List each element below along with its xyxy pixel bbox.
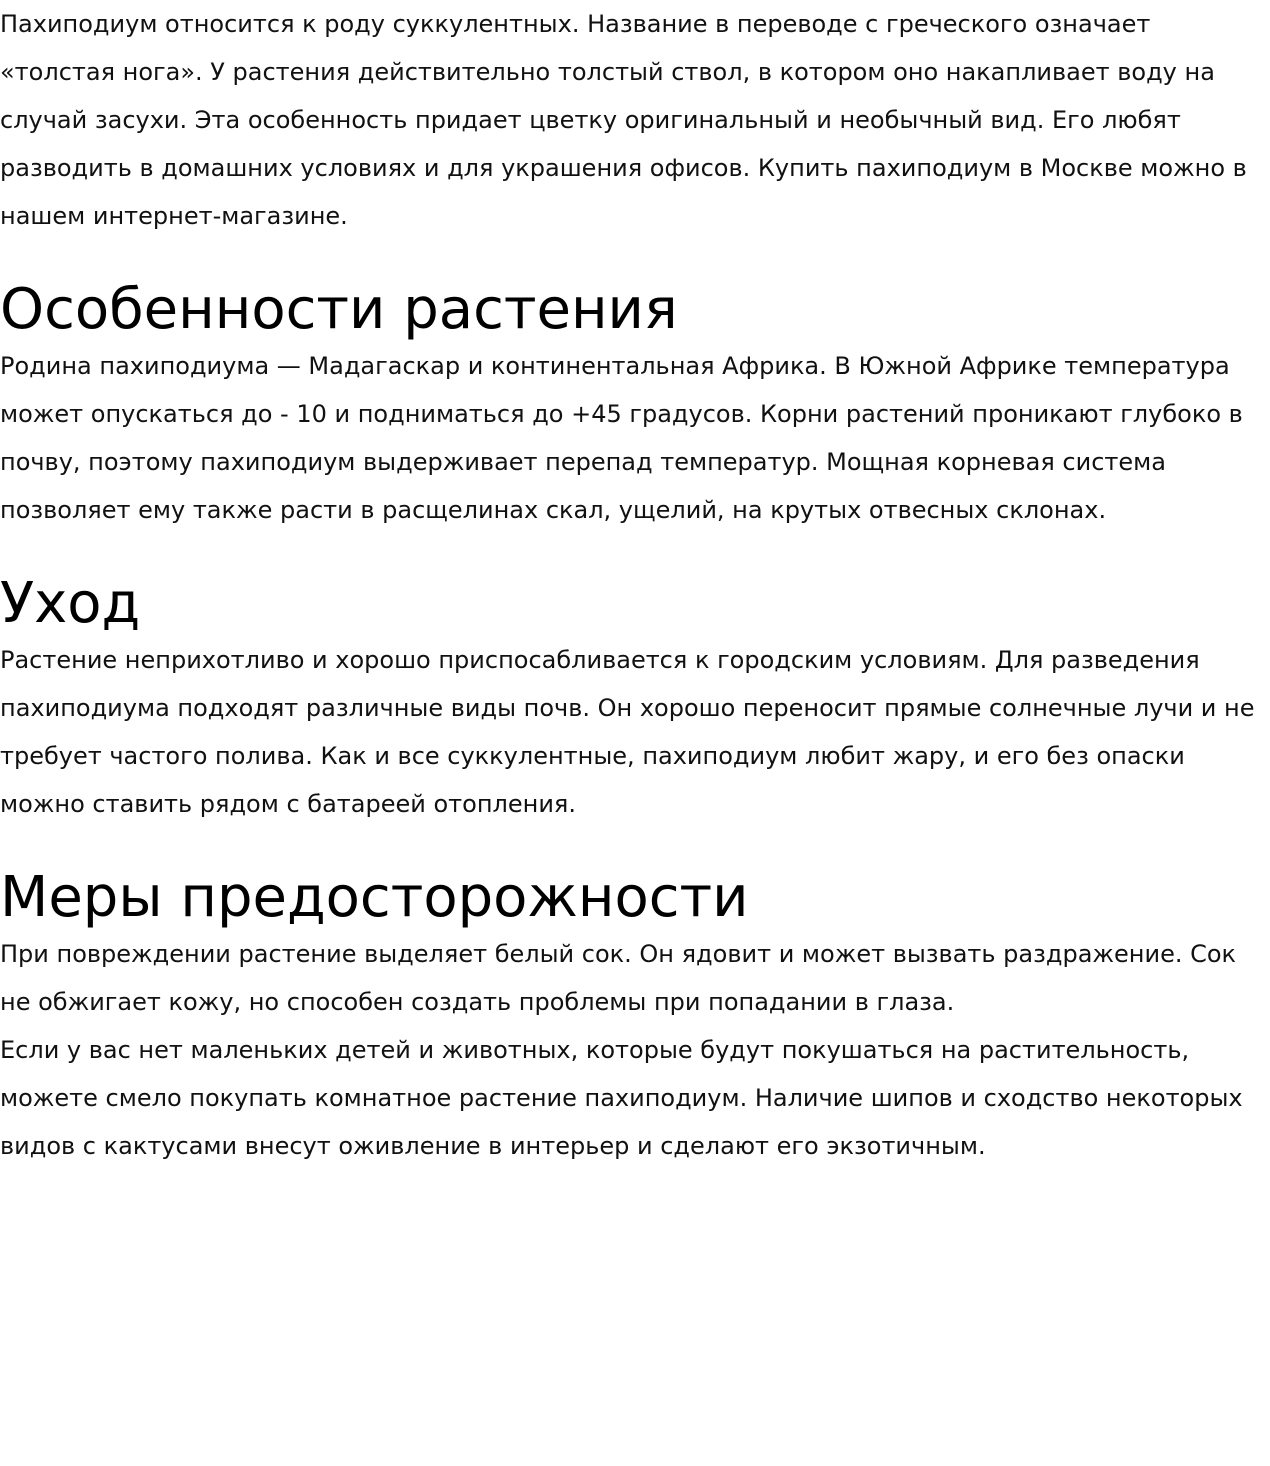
section-heading-precautions: Меры предосторожности [0, 865, 749, 930]
section-text-care: Растение неприхотливо и хорошо приспосабливается к городским условиям. Для разведения пахиподиума подходят различные виды почв. Он хорошо переносит прямые солнечные лучи и не требует частого полива. Как и все суккулентные, пахиподиум любит жару, и его без опаски можно ставить рядом с батареей отопления. [0, 646, 1255, 818]
section-heading-features: Особенности растения [0, 277, 678, 342]
section-text-features: Родина пахиподиума — Мадагаскар и континентальная Африка. В Южной Африке температура может опускаться до - 10 и подниматься до +45 градусов. Корни растений проникают глубоко в почву, поэтому пахиподиум выдерживает перепад температур. Мощная корневая система позволяет ему также расти в расщелинах скал, ущелий, на крутых отвесных склонах. [0, 352, 1243, 524]
intro-paragraph: Пахиподиум относится к роду суккулентных. Название в переводе с греческого означает «толстая нога». У растения действительно толстый ствол, в котором оно накапливает воду на случай засухи. Эта особенность придает цветку оригинальный и необычный вид. Его любят разводить в домашних условиях и для украшения офисов. Купить пахиподиум в Москве можно в нашем интернет-магазине. [0, 10, 1247, 230]
section-text-precautions-2: Если у вас нет маленьких детей и животных, которые будут покушаться на растительность, можете смело покупать комнатное растение пахиподиум. Наличие шипов и сходство некоторых видов с кактусами внесут оживление в интерьер и сделают его экзотичным. [0, 1036, 1243, 1160]
section-heading-care: Уход [0, 571, 141, 636]
section-text-precautions-1: При повреждении растение выделяет белый сок. Он ядовит и может вызвать раздражение. Сок не обжигает кожу, но способен создать проблемы при попадании в глаза. [0, 940, 1237, 1016]
